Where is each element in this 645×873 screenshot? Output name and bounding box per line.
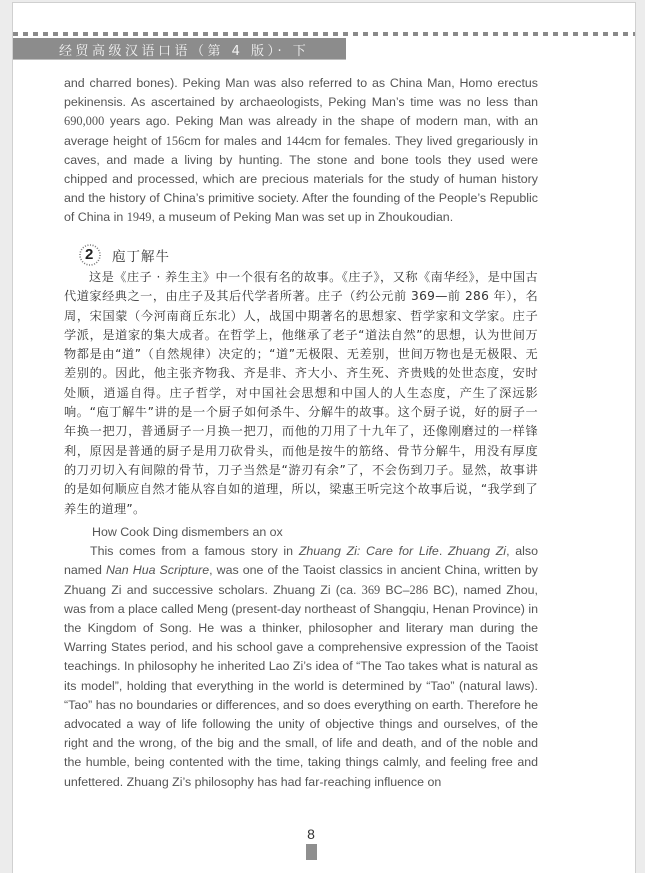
numeric-value: 156 [165, 133, 185, 148]
paragraph-peking-man [64, 74, 538, 228]
section-heading [78, 242, 170, 268]
paragraph-peking-man-text: and charred bones). Peking Man was also referred to as China Man, Homo erectus pekinensis. As ascertained by archaeologists, Peking Man’s time was no less than 690,000 years ago. Peking Man was already in the shape of modern man, with an average height of 156cm for males and 144cm for females. They lived gregariously in caves, and made a living by hunting. The stone and bone tools they used were chipped and processed, which are precious materials for the study of human history and the history of China’s primitive society. After the founding of the People’s Republic of China in 1949, a museum of Peking Man was set up in Zhoukoudian. [64, 76, 538, 225]
numeric-value: 144 [286, 133, 305, 148]
header-dotted-rule [13, 32, 635, 36]
english-paragraph-text: This comes from a famous story in Zhuang Zi: Care for Life. Zhuang Zi, also named Nan Hua Scripture, was one of the Taoist classics in ancient China, written by Zhuang Zi and successive scholars. Zhuang Zi (ca. 369 BC–286 BC), named Zhou, was from a place called Meng (present-day northeast of Shangqiu, Henan Province) in the Kingdom of Song. He was a thinker, philosopher and literary man during the Warring States period, and his school gave a comprehensive expression of the Taoist teachings. In philosophy he inherited Lao Zi’s idea of “The Tao takes what is natural as its model”, holding that everything in the world is determined by “Tao” (natural laws). “Tao” has no boundaries or differences, and so does everything on earth. Therefore he advocated a way of life following the unity of objective things and ourselves, of the right and the wrong, of the big and the small, of life and death, and of the noble and the humble, being contented with the time, taking things calmly, and feeling free and unfettered. Zhuang Zi’s philosophy has had far-reaching influence on [64, 544, 538, 789]
english-subtitle: How Cook Ding dismembers an ox [92, 525, 283, 539]
italic-title: Nan Hua Scripture [105, 563, 210, 578]
section-number-badge [78, 243, 102, 267]
page-number: 8 [307, 826, 315, 842]
italic-title: Zhuang Zi: Care for Life [298, 544, 439, 559]
numeric-value: 1949 [126, 210, 152, 225]
italic-title: Zhuang Zi [447, 544, 507, 559]
english-section [64, 523, 538, 792]
numeric-value: 286 [409, 582, 429, 597]
numeric-value: 690,000 [64, 114, 105, 129]
book-title: 经贸高级汉语口语（第 4 版）· 下 [59, 44, 310, 59]
chinese-paragraph-text: 这是《庄子 · 养生主》中一个很有名的故事。《庄子》，又称《南华经》，是中国古代道家经典之一，由庄子及其后代学者所著。庄子（约公元前 369—前 286 年），名周，宋国蒙（今河南商丘东北）人，战国中期著名的思想家、哲学家和文学家。庄子学派，是道家的集大成者。在哲学上，他继承了老子“道法自然”的思想，认为世间万物都是由“道”（自然规律）决定的；“道”无极限、无差别，世间万物也是无极限、无差别的。因此，他主张齐物我、齐是非、齐大小、齐生死、齐贵贱的处世态度，安时处顺，逍遥自得。庄子哲学，对中国社会思想和中国人的人生态度，产生了深远影响。“庖丁解牛”讲的是一个厨子如何杀牛、分解牛的故事。这个厨子说，好的厨子一年换一把刀，普通厨子一月换一把刀，而他的刀用了十九年了，还像刚磨过的一样锋利，原因是普通的厨子是用刀砍骨头，而他是按牛的筋络、骨节分解牛，用没有厚度的刀刃切入有间隙的骨节，刀子当然是“游刃有余”了，不会伤到刀子。显然，故事讲的是如何顺应自然才能从容自如的道理，所以，梁惠王听完这个故事后说，“我学到了养生的道理”。 [64, 270, 538, 516]
section-title: 庖丁解牛 [112, 249, 170, 265]
header-banner [13, 38, 346, 60]
section-number: 2 [85, 246, 94, 263]
page-number-tab [306, 844, 317, 860]
numeric-value: 369 [361, 582, 381, 597]
chinese-paragraph [64, 268, 538, 519]
